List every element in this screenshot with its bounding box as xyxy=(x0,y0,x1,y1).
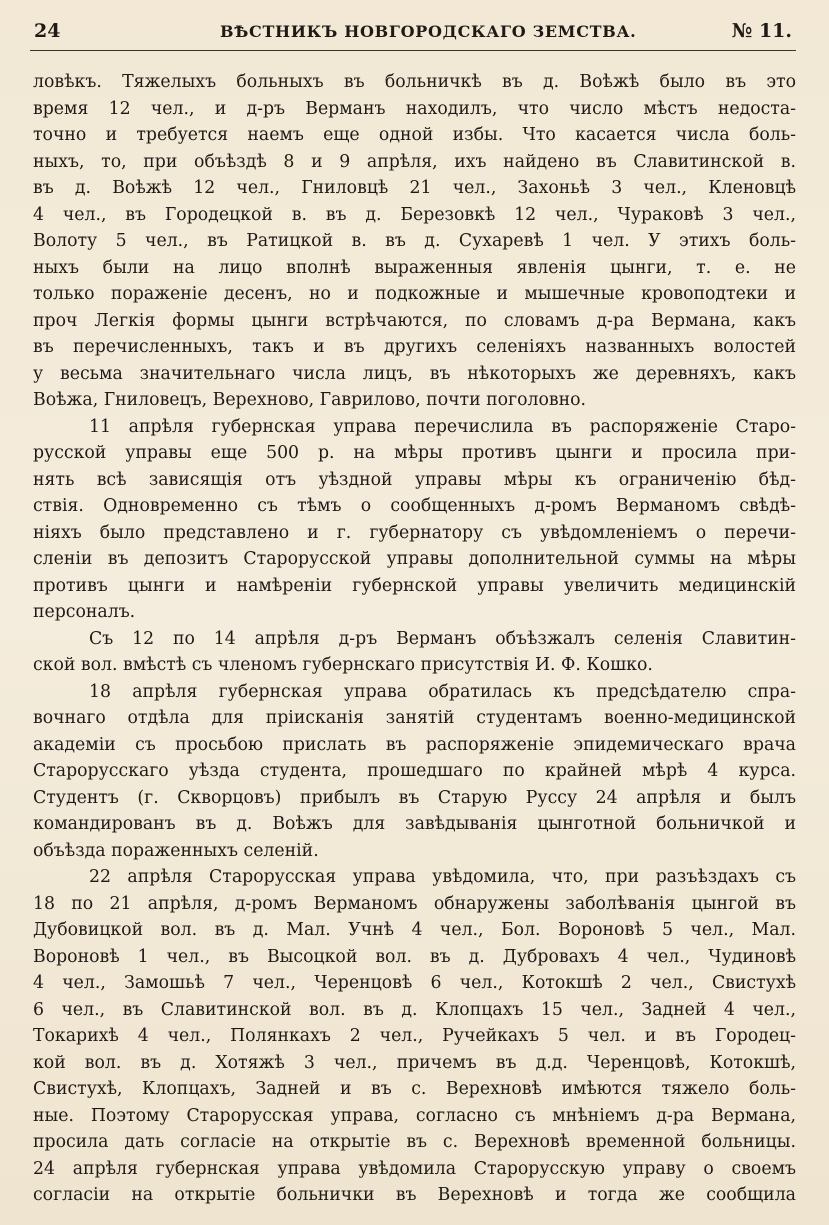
issue-number: № 11. xyxy=(731,20,792,42)
page-number: 24 xyxy=(34,20,61,42)
text-line: сленіи въ депозитъ Старорусской управы дополнительной суммы на мѣры xyxy=(33,549,796,569)
text-line: Токарихѣ 4 чел., Полянкахъ 2 чел., Ручейкахъ 5 чел. и въ Городец- xyxy=(33,1026,796,1046)
article-body xyxy=(33,69,796,1209)
text-line: вочнаго отдѣла для пріисканія занятій студентамъ военно-медицинской xyxy=(33,708,796,728)
text-line: командированъ въ д. Воѣжъ для завѣдыванія цынготной больничкой и xyxy=(33,814,796,834)
text-line: 22 апрѣля Старорусская управа увѣдомила, что, при разъѣздахъ съ xyxy=(89,867,796,887)
text-line: нять всѣ зависящія отъ уѣздной управы мѣры къ ограниченію бѣд- xyxy=(33,469,796,490)
text-line: Старорусскаго уѣзда студента, прошедшаго по крайней мѣрѣ 4 курса. xyxy=(33,761,796,781)
text-line: ствія. Одновременно съ тѣмъ о сообщенныхъ д-ромъ Верманомъ свѣдѣ- xyxy=(33,496,796,516)
text-line: въ перечисленныхъ, такъ и въ другихъ селеніяхъ названныхъ волостей xyxy=(33,337,796,357)
text-line: ныхъ, то, при объѣздѣ 8 и 9 апрѣля, ихъ найдено въ Славитинской в. xyxy=(33,151,796,172)
text-line: Воѣжа, Гниловецъ, Верехново, Гаврилово, почти поголовно. xyxy=(33,390,587,410)
text-line: кой вол. въ д. Хотяжѣ 3 чел., причемъ въ д.д. Черенцовѣ, Котокшѣ, xyxy=(33,1052,796,1073)
text-line: у весьма значительнаго числа лицъ, въ нѣкоторыхъ же деревняхъ, какъ xyxy=(33,363,796,384)
text-line: проч Легкія формы цынги встрѣчаются, по словамъ д-ра Вермана, какъ xyxy=(33,310,796,331)
text-line: Студентъ (г. Скворцовъ) прибылъ въ Старую Руссу 24 апрѣля и былъ xyxy=(33,787,796,808)
text-line: 6 чел., въ Славитинской вол. въ д. Клопцахъ 15 чел., Задней 4 чел., xyxy=(33,999,796,1020)
journal-title: ВѢСТНИКЪ НОВГОРОДСКАГО ЗЕМСТВА. xyxy=(220,22,637,41)
text-line: ныхъ были на лицо вполнѣ выраженныя явленія цынги, т. е. не xyxy=(33,257,796,278)
text-line: Волоту 5 чел., въ Ратицкой в. въ д. Сухаревѣ 1 чел. У этихъ боль- xyxy=(33,231,796,251)
text-line: ные. Поэтому Старорусская управа, согласно съ мнѣніемъ д-ра Вермана, xyxy=(33,1105,796,1126)
text-line: только пораженіе десенъ, но и подкожные и мышечные кровоподтеки и xyxy=(33,284,796,304)
text-line: Вороновѣ 1 чел., въ Высоцкой вол. въ д. Дубровахъ 4 чел., Чудиновѣ xyxy=(33,946,796,967)
text-line: 4 чел., въ Городецкой в. въ д. Березовкѣ 12 чел., Чураковѣ 3 чел., xyxy=(33,204,796,225)
text-line: время 12 чел., и д-ръ Верманъ находилъ, что число мѣстъ недоста- xyxy=(33,98,796,119)
text-line: 11 апрѣля губернская управа перечислила въ распоряженіе Старо- xyxy=(89,416,796,437)
text-line: Свистухѣ, Клопцахъ, Задней и въ с. Верехновѣ имѣются тяжело боль- xyxy=(33,1079,796,1099)
text-line: ской вол. вмѣстѣ съ членомъ губернскаго присутствія И. Ф. Кошко. xyxy=(33,655,653,675)
text-line: ловѣкъ. Тяжелыхъ больныхъ въ больничкѣ въ д. Воѣжѣ было въ это xyxy=(33,72,796,92)
text-line: точно и требуется наемъ еще одной избы. Что касается числа боль- xyxy=(33,125,796,145)
text-line: въ д. Воѣжѣ 12 чел., Гниловцѣ 21 чел., Захоньѣ 3 чел., Кленовцѣ xyxy=(33,178,796,198)
text-line: Съ 12 по 14 апрѣля д-ръ Верманъ объѣзжалъ селенія Славитин- xyxy=(89,628,796,649)
text-line: 18 по 21 апрѣля, д-ромъ Верманомъ обнаружены заболѣванія цынгой въ xyxy=(33,893,796,914)
page-header xyxy=(30,16,796,51)
text-line: согласіи на открытіе больнички въ Верехновѣ и тогда же сообщила xyxy=(33,1185,796,1205)
text-line: противъ цынги и намѣреніи губернской управы увеличить медицинскій xyxy=(33,575,796,596)
text-line: просила дать согласіе на открытіе въ с. Верехновѣ временной больницы. xyxy=(33,1132,796,1152)
text-line: русской управы еще 500 р. на мѣры противъ цынги и просила при- xyxy=(33,443,796,463)
text-line: Дубовицкой вол. въ д. Мал. Учнѣ 4 чел., Бол. Вороновѣ 5 чел., Мал. xyxy=(33,920,796,940)
text-line: 24 апрѣля губернская управа увѣдомила Старорусскую управу о своемъ xyxy=(33,1158,796,1179)
text-line: 18 апрѣля губернская управа обратилась къ предсѣдателю спра- xyxy=(89,681,796,702)
text-line: 4 чел., Замошьѣ 7 чел., Черенцовѣ 6 чел., Котокшѣ 2 чел., Свистухѣ xyxy=(33,973,796,993)
text-line: персоналъ. xyxy=(33,602,136,622)
text-line: академіи съ просьбою прислать въ распоряженіе эпидемическаго врача xyxy=(33,734,796,755)
text-line: ніяхъ было представлено и г. губернатору съ увѣдомленіемъ о перечи- xyxy=(33,522,796,543)
text-line: объѣзда пораженныхъ селеній. xyxy=(33,840,319,861)
